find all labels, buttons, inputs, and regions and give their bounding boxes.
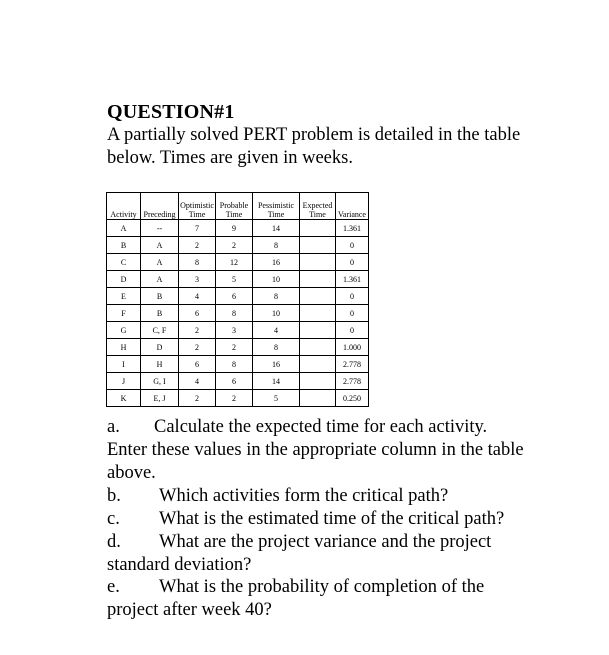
- cell-expected: [300, 237, 336, 254]
- cell-activity: C: [107, 254, 141, 271]
- cell-variance: 0: [336, 322, 369, 339]
- cell-variance: 0: [336, 305, 369, 322]
- pert-table: [106, 192, 369, 407]
- cell-pessimistic: 10: [253, 305, 300, 322]
- question-a-line2: Enter these values in the appropriate column in the table: [107, 440, 524, 460]
- cell-expected: [300, 305, 336, 322]
- header-probable-time: Probable Time: [216, 193, 253, 220]
- cell-variance: 0: [336, 288, 369, 305]
- cell-activity: E: [107, 288, 141, 305]
- cell-variance: 0: [336, 237, 369, 254]
- cell-variance: 0.250: [336, 390, 369, 407]
- cell-activity: F: [107, 305, 141, 322]
- question-e-line2: project after week 40?: [107, 600, 272, 620]
- cell-probable: 3: [216, 322, 253, 339]
- cell-preceding: A: [141, 254, 179, 271]
- question-b-text: Which activities form the critical path?: [159, 486, 449, 506]
- cell-optimistic: 3: [179, 271, 216, 288]
- intro-paragraph: A partially solved PERT problem is detailed in the table below. Times are given in weeks.: [107, 125, 521, 168]
- cell-activity: A: [107, 220, 141, 237]
- table-row: [107, 390, 369, 407]
- cell-preceding: E, J: [141, 390, 179, 407]
- cell-pessimistic: 8: [253, 339, 300, 356]
- cell-variance: 0: [336, 254, 369, 271]
- cell-pessimistic: 10: [253, 271, 300, 288]
- table-row: [107, 271, 369, 288]
- cell-expected: [300, 220, 336, 237]
- question-e-line1: What is the probability of completion of the: [159, 577, 485, 597]
- question-c-label: c.: [107, 509, 120, 529]
- cell-variance: 1.361: [336, 220, 369, 237]
- table-header-row: [107, 193, 369, 220]
- question-a: [107, 416, 524, 485]
- cell-activity: G: [107, 322, 141, 339]
- cell-expected: [300, 390, 336, 407]
- cell-preceding: A: [141, 271, 179, 288]
- cell-pessimistic: 5: [253, 390, 300, 407]
- cell-optimistic: 6: [179, 356, 216, 373]
- question-a-line1: Calculate the expected time for each activity.: [154, 417, 488, 437]
- cell-expected: [300, 254, 336, 271]
- cell-activity: H: [107, 339, 141, 356]
- table-row: [107, 339, 369, 356]
- header-variance: Variance: [336, 193, 369, 220]
- table-row: [107, 305, 369, 322]
- cell-pessimistic: 4: [253, 322, 300, 339]
- cell-optimistic: 7: [179, 220, 216, 237]
- cell-activity: D: [107, 271, 141, 288]
- question-b-label: b.: [107, 486, 121, 506]
- table-row: [107, 237, 369, 254]
- cell-pessimistic: 16: [253, 356, 300, 373]
- table-row: [107, 322, 369, 339]
- table-row: [107, 288, 369, 305]
- cell-probable: 6: [216, 373, 253, 390]
- table-row: [107, 373, 369, 390]
- question-d-line2: standard deviation?: [107, 555, 252, 575]
- cell-expected: [300, 373, 336, 390]
- cell-expected: [300, 322, 336, 339]
- header-preceding: Preceding: [141, 193, 179, 220]
- cell-probable: 9: [216, 220, 253, 237]
- cell-preceding: G, I: [141, 373, 179, 390]
- cell-variance: 1.000: [336, 339, 369, 356]
- cell-probable: 2: [216, 237, 253, 254]
- header-activity: Activity: [107, 193, 141, 220]
- cell-preceding: A: [141, 237, 179, 254]
- cell-activity: J: [107, 373, 141, 390]
- cell-optimistic: 4: [179, 373, 216, 390]
- cell-preceding: B: [141, 305, 179, 322]
- cell-preceding: C, F: [141, 322, 179, 339]
- header-optimistic-time: Optimistic Time: [179, 193, 216, 220]
- cell-optimistic: 6: [179, 305, 216, 322]
- cell-optimistic: 2: [179, 237, 216, 254]
- cell-probable: 8: [216, 356, 253, 373]
- cell-expected: [300, 339, 336, 356]
- question-heading: QUESTION#1: [107, 101, 235, 123]
- question-e-label: e.: [107, 577, 120, 597]
- cell-probable: 8: [216, 305, 253, 322]
- cell-variance: 1.361: [336, 271, 369, 288]
- cell-expected: [300, 271, 336, 288]
- cell-preceding: H: [141, 356, 179, 373]
- question-e: [107, 576, 484, 622]
- cell-variance: 2.778: [336, 373, 369, 390]
- cell-pessimistic: 14: [253, 220, 300, 237]
- cell-expected: [300, 356, 336, 373]
- table-body: [107, 220, 369, 407]
- header-pessimistic-time: Pessimistic Time: [253, 193, 300, 220]
- question-d: [107, 531, 491, 577]
- cell-pessimistic: 14: [253, 373, 300, 390]
- table-row: [107, 220, 369, 237]
- cell-probable: 2: [216, 339, 253, 356]
- cell-optimistic: 2: [179, 390, 216, 407]
- cell-pessimistic: 16: [253, 254, 300, 271]
- cell-pessimistic: 8: [253, 237, 300, 254]
- header-expected-time: Expected Time: [300, 193, 336, 220]
- cell-preceding: B: [141, 288, 179, 305]
- question-a-line3: above.: [107, 463, 156, 483]
- question-c-text: What is the estimated time of the critical path?: [159, 509, 505, 529]
- cell-optimistic: 2: [179, 339, 216, 356]
- cell-variance: 2.778: [336, 356, 369, 373]
- cell-activity: I: [107, 356, 141, 373]
- cell-activity: K: [107, 390, 141, 407]
- cell-probable: 5: [216, 271, 253, 288]
- cell-expected: [300, 288, 336, 305]
- cell-pessimistic: 8: [253, 288, 300, 305]
- question-a-label: a.: [107, 417, 120, 437]
- cell-activity: B: [107, 237, 141, 254]
- cell-probable: 6: [216, 288, 253, 305]
- cell-optimistic: 4: [179, 288, 216, 305]
- table-row: [107, 356, 369, 373]
- cell-preceding: --: [141, 220, 179, 237]
- table-row: [107, 254, 369, 271]
- cell-optimistic: 2: [179, 322, 216, 339]
- cell-probable: 12: [216, 254, 253, 271]
- cell-preceding: D: [141, 339, 179, 356]
- cell-optimistic: 8: [179, 254, 216, 271]
- question-c: [107, 508, 504, 531]
- question-b: [107, 485, 448, 508]
- cell-probable: 2: [216, 390, 253, 407]
- question-d-label: d.: [107, 532, 121, 552]
- question-d-line1: What are the project variance and the project: [159, 532, 492, 552]
